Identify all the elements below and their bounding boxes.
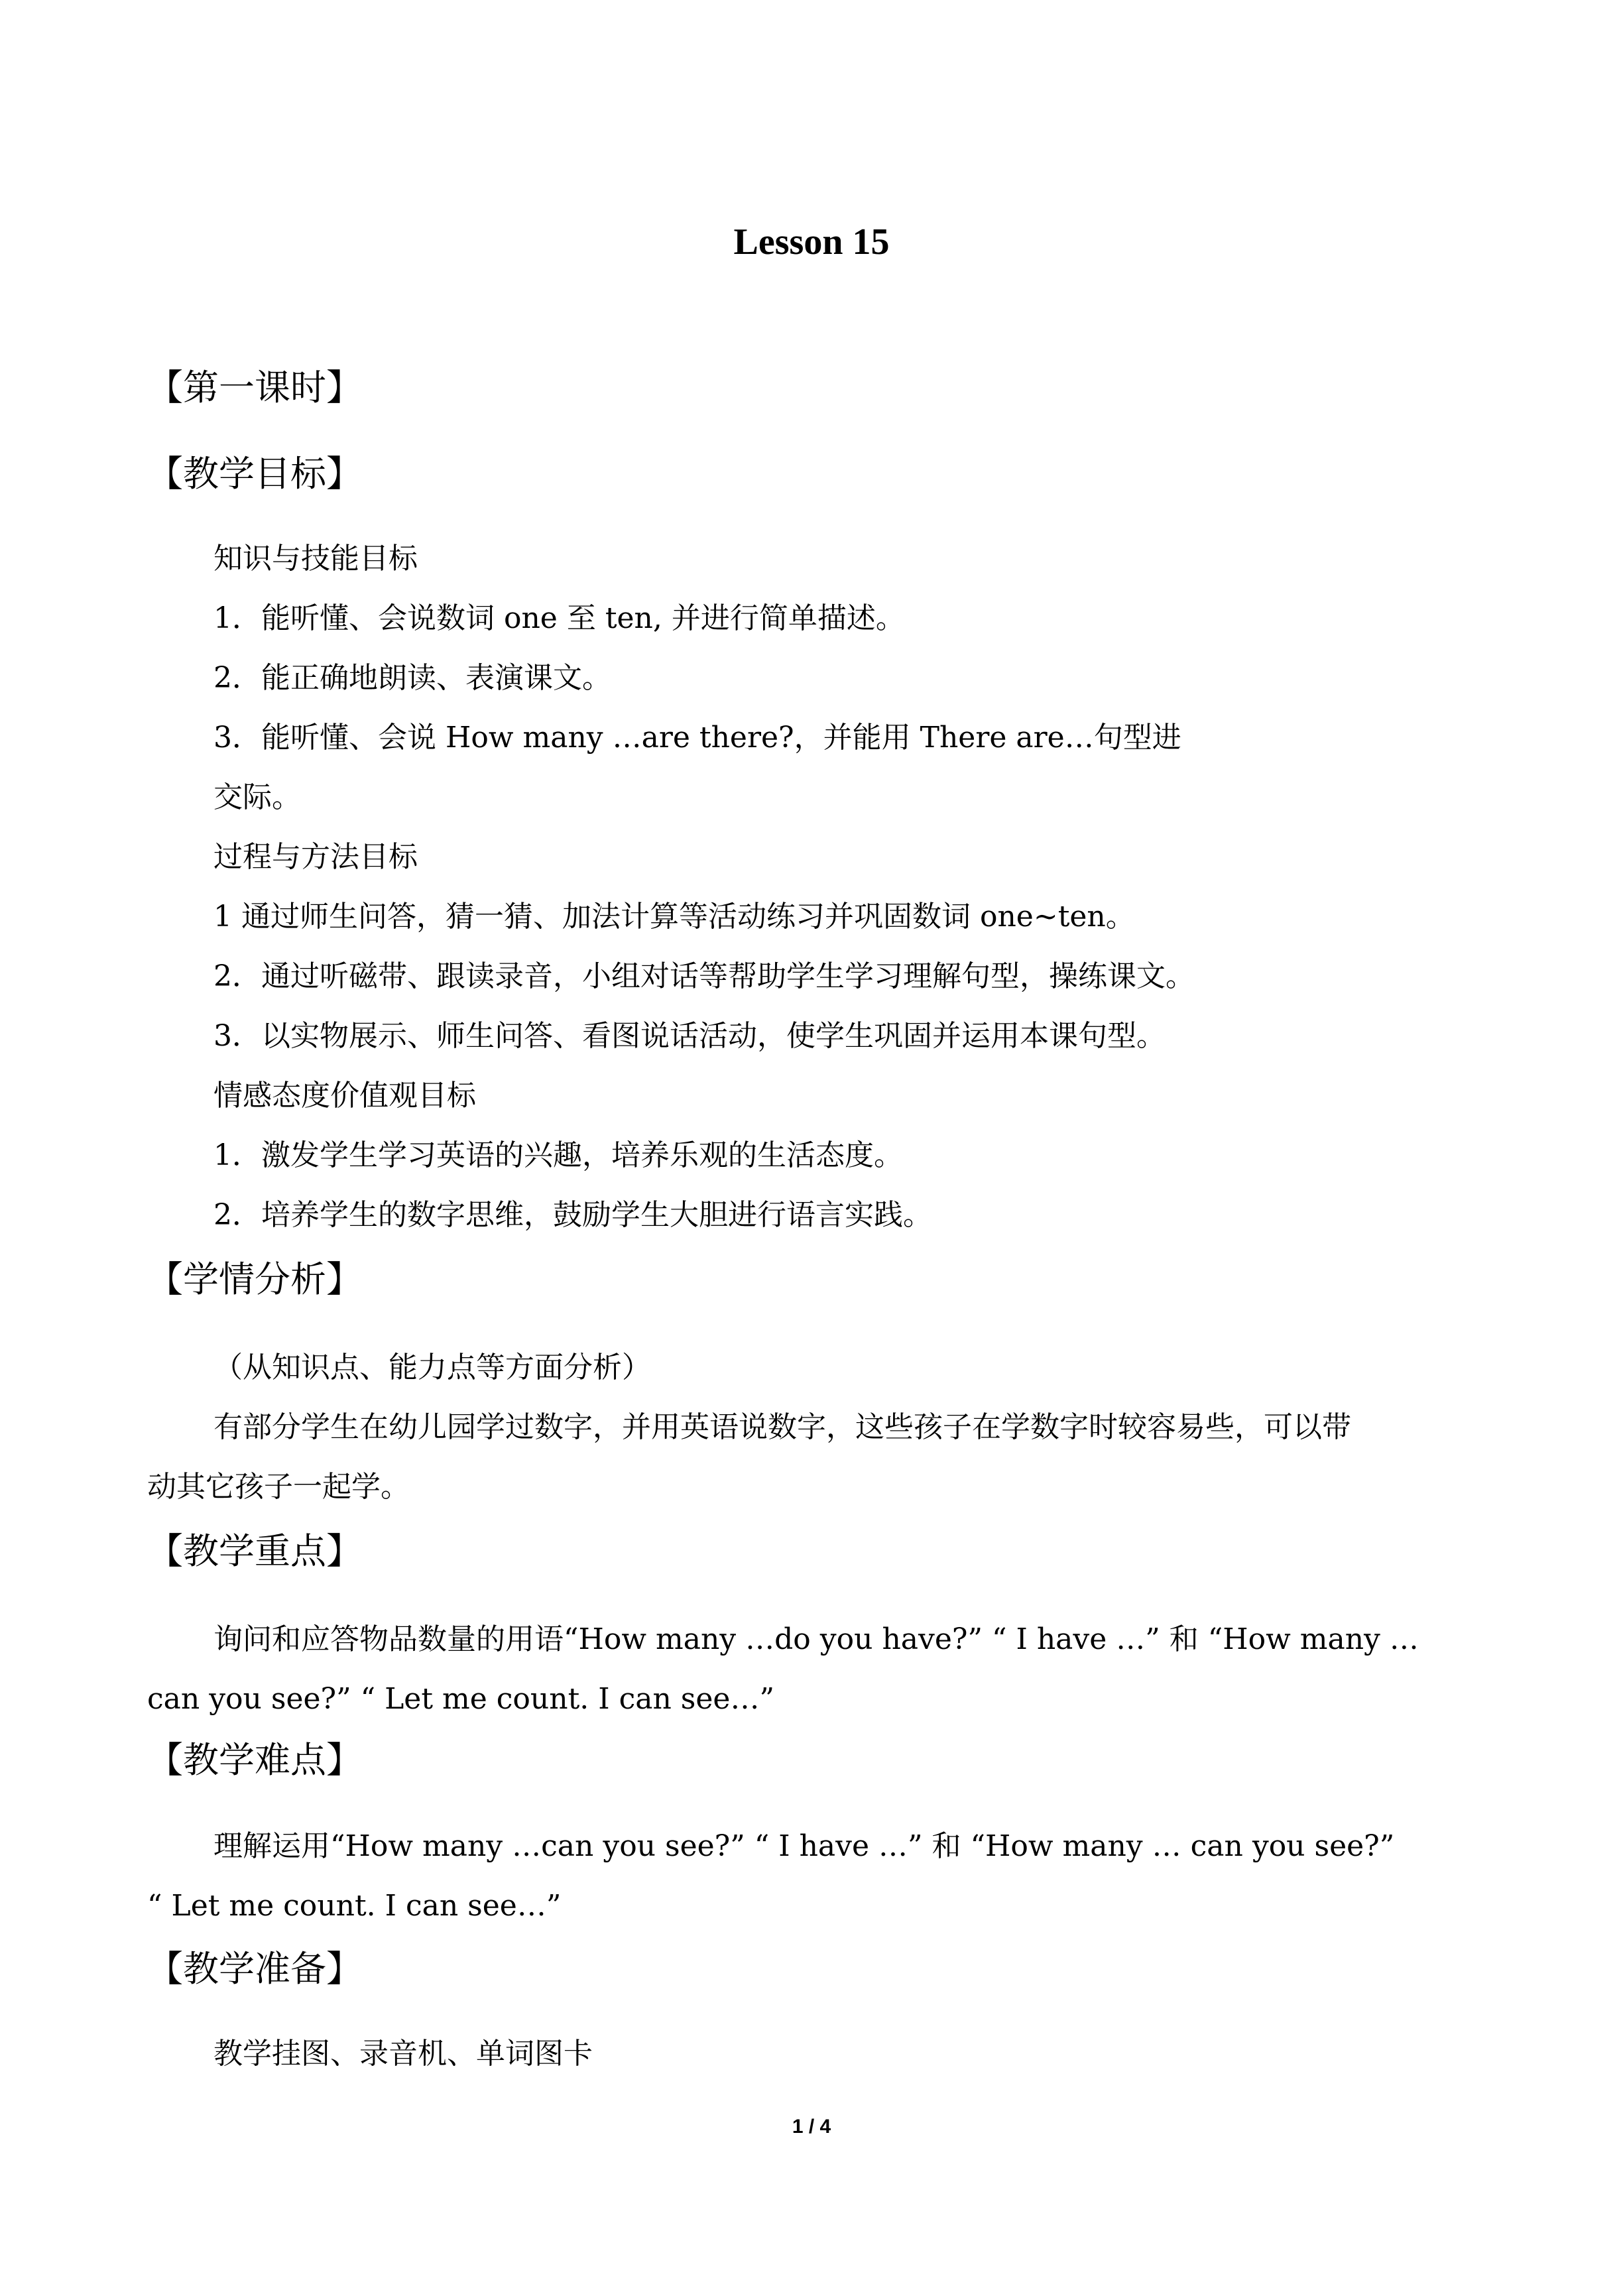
process-item-1: 1 通过师生问答，猜一猜、加法计算等活动练习并巩固数词 one~ten。 — [213, 900, 1135, 934]
knowledge-item-3: 3．能听懂、会说 How many …are there?，并能用 There are…句型进 — [213, 721, 1181, 755]
knowledge-item-2: 2．能正确地朗读、表演课文。 — [213, 661, 611, 695]
difficult-points-text-2: “ Let me count. I can see…” — [147, 1889, 562, 1923]
analysis-heading: 【学情分析】 — [147, 1258, 362, 1300]
key-points-heading: 【教学重点】 — [147, 1530, 362, 1572]
analysis-text-2: 动其它孩子一起学。 — [147, 1470, 410, 1504]
analysis-text-1: 有部分学生在幼儿园学过数字，并用英语说数字，这些孩子在学数字时较容易些，可以带 — [213, 1410, 1351, 1444]
analysis-note: （从知识点、能力点等方面分析） — [213, 1351, 651, 1384]
difficult-points-text-1: 理解运用“How many …can you see?” “ I have …” 和 “How many … can you see?” — [213, 1829, 1395, 1863]
process-title: 过程与方法目标 — [213, 840, 418, 874]
process-item-3: 3．以实物展示、师生问答、看图说话活动，使学生巩固并运用本课句型。 — [213, 1019, 1166, 1053]
page-number: 1 / 4 — [792, 2116, 831, 2138]
key-points-text-1: 询问和应答物品数量的用语“How many …do you have?” “ I have …” 和 “How many … — [213, 1622, 1419, 1656]
knowledge-title: 知识与技能目标 — [213, 542, 418, 575]
page-title: Lesson 15 — [733, 221, 890, 263]
knowledge-item-3-continued: 交际。 — [213, 780, 301, 814]
objectives-heading: 【教学目标】 — [147, 453, 362, 495]
emotion-item-1: 1．激发学生学习英语的兴趣，培养乐观的生活态度。 — [213, 1138, 903, 1172]
emotion-item-2: 2．培养学生的数字思维，鼓励学生大胆进行语言实践。 — [213, 1198, 932, 1232]
difficult-points-heading: 【教学难点】 — [147, 1739, 362, 1781]
key-points-text-2: can you see?” “ Let me count. I can see…” — [147, 1682, 774, 1716]
emotion-title: 情感态度价值观目标 — [213, 1079, 476, 1113]
period-heading: 【第一课时】 — [147, 367, 362, 408]
knowledge-item-1: 1．能听懂、会说数词 one 至 ten, 并进行简单描述。 — [213, 601, 905, 635]
preparation-text: 教学挂图、录音机、单词图卡 — [213, 2037, 593, 2071]
process-item-2: 2．通过听磁带、跟读录音，小组对话等帮助学生学习理解句型，操练课文。 — [213, 959, 1195, 993]
preparation-heading: 【教学准备】 — [147, 1948, 362, 1990]
